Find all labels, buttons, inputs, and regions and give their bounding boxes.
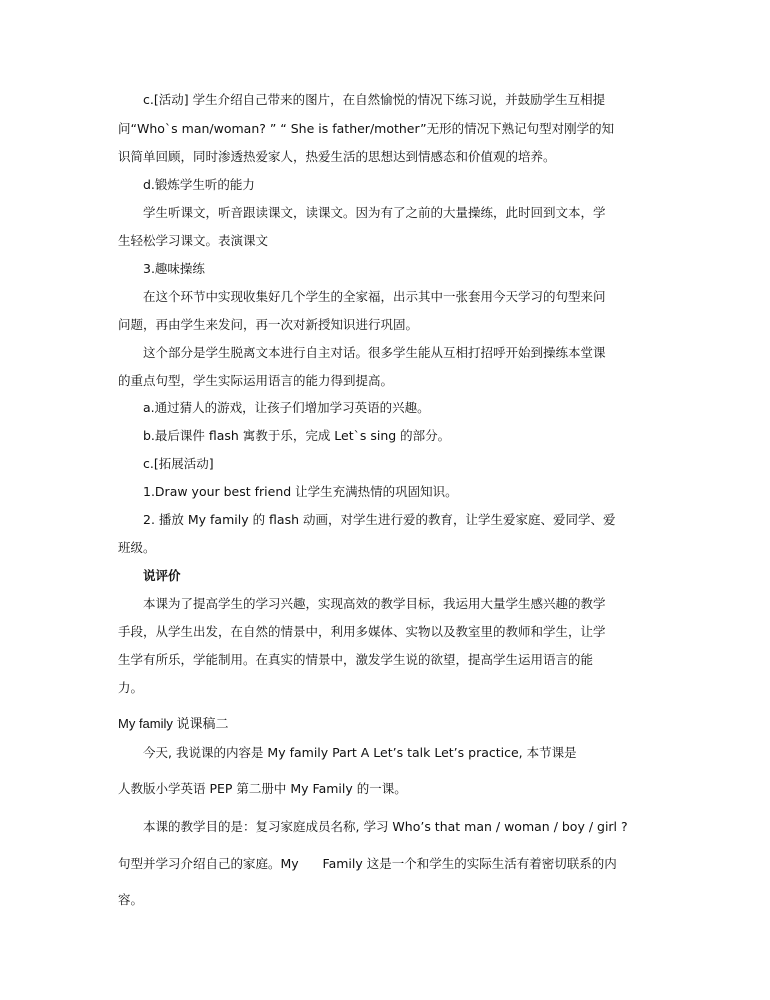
text-line: 生轻松学习课文。表演课文 — [118, 233, 269, 248]
text-line: 人教版小学英语 PEP 第二册中 My Family 的一课。 — [118, 781, 407, 796]
text-line: 本课的教学目的是：复习家庭成员名称, 学习 Who’s that man / woman / boy / girl ? — [143, 819, 628, 834]
section-heading: 3.趣味操练 — [143, 261, 205, 276]
text-line: 生学有所乐，学能制用。在真实的情景中，激发学生说的欲望，提高学生运用语言的能 — [118, 652, 594, 667]
text-line: 手段，从学生出发，在自然的情景中，利用多媒体、实物以及教室里的教师和学生，让学 — [118, 624, 606, 639]
text-line: b.最后课件 flash 寓教于乐，完成 Let`s sing 的部分。 — [143, 428, 451, 443]
text-line: 今天, 我说课的内容是 My family Part A Let’s talk Let’s practice, 本节课是 — [143, 745, 577, 760]
text-line: 容。 — [118, 892, 144, 907]
text-line: 在这个环节中实现收集好几个学生的全家福，出示其中一张套用今天学习的句型来问 — [143, 289, 606, 304]
text-line: 这个部分是学生脱离文本进行自主对话。很多学生能从互相打招呼开始到操练本堂课 — [143, 345, 606, 360]
text-line: 问题，再由学生来发问，再一次对新授知识进行巩固。 — [118, 317, 419, 332]
text-line: 识简单回顾，同时渗透热爱家人，热爱生活的思想达到情感态和价值观的培养。 — [118, 149, 556, 164]
text-line: 1.Draw your best friend 让学生充满热情的巩固知识。 — [143, 484, 458, 499]
text-line: 的重点句型，学生实际运用语言的能力得到提高。 — [118, 373, 394, 388]
document-title: My family 说课稿二 — [118, 716, 229, 731]
text-line: 班级。 — [118, 540, 156, 555]
text-line: c.[活动] 学生介绍自己带来的图片，在自然愉悦的情况下练习说，并鼓励学生互相提 — [143, 92, 606, 107]
text-line: d.锻炼学生听的能力 — [143, 177, 255, 192]
text-line: 2. 播放 My family 的 flash 动画，对学生进行爱的教育，让学生爱家庭、爱同学、爱 — [143, 512, 616, 527]
text-line: 问“Who`s man/woman? ” “ She is father/mother”无形的情况下熟记句型对刚学的知 — [118, 121, 615, 136]
text-line: 力。 — [118, 680, 144, 695]
text-line: a.通过猜人的游戏，让孩子们增加学习英语的兴趣。 — [143, 400, 430, 415]
text-line: 学生听课文，听音跟读课文，读课文。因为有了之前的大量操练，此时回到文本，学 — [143, 205, 606, 220]
text-line: 本课为了提高学生的学习兴趣，实现高效的教学目标，我运用大量学生感兴趣的教学 — [143, 596, 606, 611]
text-line: c.[拓展活动] — [143, 456, 214, 471]
text-line: 句型并学习介绍自己的家庭。My Family 这是一个和学生的实际生活有着密切联系的内 — [118, 856, 617, 871]
section-heading: 说评价 — [143, 568, 181, 583]
